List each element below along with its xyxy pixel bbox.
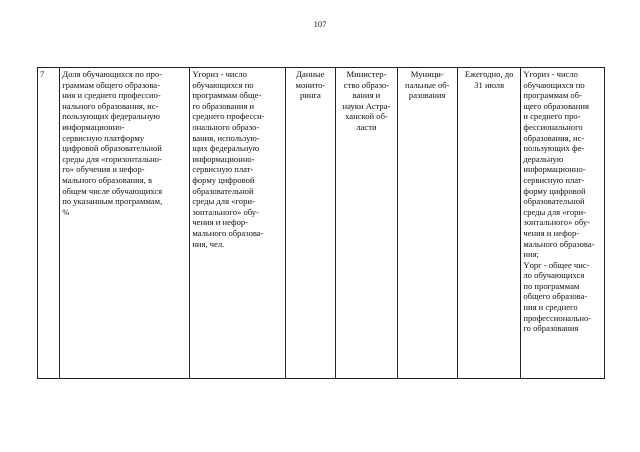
text-line: образовательной (523, 196, 585, 207)
indicator-name-text (62, 69, 187, 217)
formula-text (192, 69, 282, 249)
text-line: ния и среднего профессио- (62, 90, 161, 101)
text-line: щих федеральную (192, 143, 260, 154)
text-line: мального образования, в (62, 174, 153, 185)
text-line: профессионально- (523, 312, 592, 323)
text-line: Данные (296, 69, 325, 79)
text-line: разования (408, 90, 446, 101)
text-line: общем числе обучающихся (62, 185, 163, 196)
text-line: Доля обучающихся по про- (62, 69, 163, 79)
text-line: деральную (523, 153, 564, 164)
text-line: ния, чел. (192, 238, 225, 249)
text-line: ханской об- (345, 111, 388, 122)
definitions-text (523, 69, 602, 334)
text-line: ния; (523, 249, 539, 260)
text-line: го» обучения и нефор- (62, 164, 145, 175)
text-line: по указанным программам, (62, 196, 163, 207)
text-line: Министер- (346, 69, 387, 79)
text-line: пальные об- (404, 79, 450, 90)
text-line: обучающихся по (523, 79, 585, 90)
text-line: го образования (523, 323, 579, 334)
text-line: зонтального» обу- (523, 217, 591, 228)
data-source-text (288, 69, 334, 101)
text-line: и среднего про- (523, 111, 581, 122)
text-line: обучающихся по (192, 79, 254, 90)
text-line: среднего професси- (192, 111, 265, 122)
responsible-text (338, 69, 394, 133)
row-number-cell (38, 68, 60, 379)
text-line: пользующих федеральную (62, 111, 160, 122)
text-line: среды для «гори- (192, 196, 255, 207)
text-line: Үорг - общее чис- (523, 259, 590, 270)
row-number: 7 (40, 69, 45, 79)
text-line: 31 июля (474, 79, 505, 90)
text-line: Үгориз - число (523, 69, 578, 79)
text-line: мального образова- (192, 227, 264, 238)
level-text (400, 69, 455, 101)
text-line: образования, ис- (523, 132, 585, 143)
text-line: вания и (352, 90, 381, 101)
text-line: монито- (295, 79, 326, 90)
formula-cell (190, 68, 285, 379)
text-line: нального образования, ис- (62, 100, 159, 111)
indicator-name-cell (60, 68, 190, 379)
text-line: Үгориз - число (192, 69, 247, 79)
text-line: граммам общего образова- (62, 79, 160, 90)
text-line: пользующих фе- (523, 143, 585, 154)
text-line: чения и нефор- (523, 227, 580, 238)
text-line: сервисную платформу (62, 132, 145, 143)
indicator-table (37, 67, 605, 379)
text-line: по программам (523, 280, 580, 291)
text-line: фессионального (523, 121, 583, 132)
level-cell (397, 68, 457, 379)
text-line: среды для «гори- (523, 206, 586, 217)
responsible-cell (336, 68, 397, 379)
text-line: образовательной (192, 185, 254, 196)
text-line: форму цифровой (523, 185, 586, 196)
page-number: 107 (313, 19, 327, 29)
text-line: % (62, 206, 70, 217)
text-line: цифровой образовательной (62, 143, 162, 154)
text-line: го образования и (192, 100, 255, 111)
text-line: программам обще- (192, 90, 262, 101)
text-line: сервисную плат- (523, 174, 585, 185)
text-line: информационно- (62, 121, 125, 132)
text-line: мального образова- (523, 238, 595, 249)
text-line: ло обучающихся (523, 270, 585, 281)
text-line: программам об- (523, 90, 582, 101)
text-line: сервисную плат- (192, 164, 254, 175)
text-line: ство образо- (343, 79, 390, 90)
text-line: ласти (356, 121, 377, 132)
text-line: Муници- (410, 69, 444, 79)
period-cell (457, 68, 520, 379)
text-line: щего образования (523, 100, 589, 111)
text-line: информационно- (523, 164, 586, 175)
text-line: зонтального» обу- (192, 206, 259, 217)
text-line: информационно- (192, 153, 255, 164)
table-row (38, 68, 605, 379)
text-line: чения и нефор- (192, 217, 249, 228)
text-line: среды для «горизонтально- (62, 153, 162, 164)
text-line: науки Астра- (342, 100, 391, 111)
data-source-cell (285, 68, 336, 379)
text-line: ринга (299, 90, 321, 101)
text-line: Ежегодно, до (464, 69, 514, 79)
text-line: онального образо- (192, 121, 260, 132)
definitions-cell (521, 68, 605, 379)
period-text (460, 69, 518, 90)
text-line: форму цифровой (192, 174, 255, 185)
text-line: вания, использую- (192, 132, 260, 143)
text-line: общего образова- (523, 291, 588, 302)
text-line: ния и среднего (523, 302, 578, 313)
